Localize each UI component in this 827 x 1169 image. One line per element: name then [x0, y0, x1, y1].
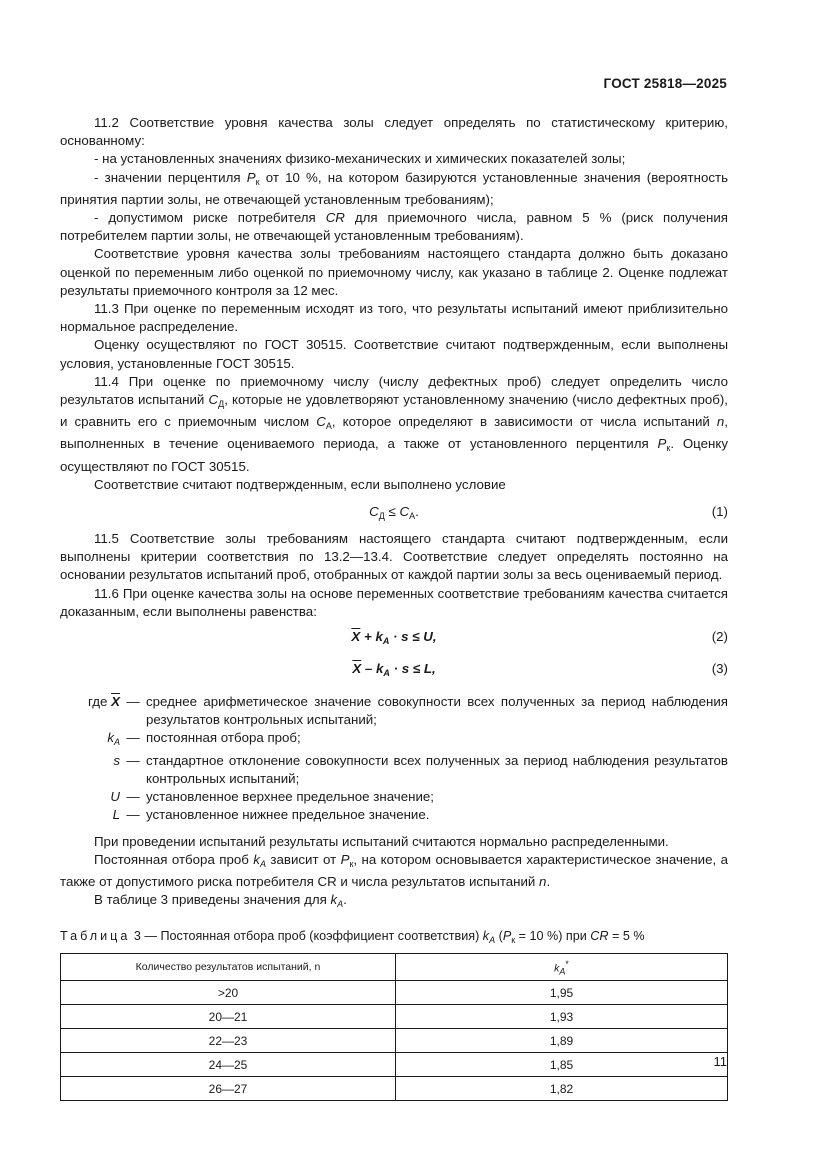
formula-3 — [60, 653, 728, 685]
table-row: >20 1,95 — [61, 981, 728, 1005]
formula-1 — [60, 494, 728, 530]
paragraph-normal-distribution: При проведении испытаний результаты испытаний считаются нормально распределенными. — [94, 833, 669, 849]
definition-symbol: L — [112, 807, 120, 823]
definition-text: среднее арифметическое значение совокупности всех полученных за период наблюдения результатов контрольных испытаний; — [146, 694, 728, 728]
column-header-ka: $k_A^*$ — [396, 954, 728, 981]
paragraph-11-6: 11.6 При оценке качества золы на основе переменных соответствие требованиям качества считается доказанным, если выполнены равенства: — [60, 585, 728, 619]
table-3-caption: Таблица 3 — Постоянная отбора проб (коэффициент соответствия) $k_A$ ($P_к = 10$ %) при CR = 5 % — [60, 929, 645, 946]
definition-symbol: s — [113, 752, 120, 768]
formula-2 — [60, 621, 728, 653]
paragraph-sampling-constant: Постоянная отбора проб $k_A$ зависит от $P_к$, на котором основывается характеристическое значение, а также от допустимого риска потребителя CR и числа результатов испытаний n. — [60, 851, 728, 889]
bullet-item-2: - значении перцентиля $P_к$ от 10 %, на котором базируются установленные значения (вероятность принятия партии золы, не отвечающей установленным требованиям); — [60, 169, 729, 207]
formula-2-number: (2) — [711, 629, 728, 645]
definition-row: L — установленное нижнее предельное значение. — [60, 806, 728, 824]
formula-3-number: (3) — [711, 661, 728, 677]
paragraph-11-5: 11.5 Соответствие золы требованиям настоящего стандарта считают подтвержденным, если выполнены критерии соответствия по 13.2—13.4. Соответствие следует определять постоянно на основании результатов испытаний проб, отобранных от каждой партии золы за весь оцениваемый период. — [60, 531, 728, 583]
paragraph-11-4-condition: Соответствие считают подтвержденным, если выполнено условие — [94, 476, 506, 492]
definition-row: U — установленное верхнее предельное значение; — [60, 788, 728, 806]
bullet-item-1: - на установленных значениях физико-механических и химических показателей золы; — [94, 151, 626, 167]
paragraph-11-2-conformity: Соответствие уровня качества золы требованиям настоящего стандарта должно быть доказано оценкой по переменным либо оценкой по приемочному числу, как указано в таблице 2. Оценке подлежат результаты приемочного контроля за 12 мес. — [60, 246, 728, 298]
formula-1-number: (1) — [711, 504, 728, 520]
symbol-definitions — [60, 693, 728, 824]
definition-symbol: где $\overline{X}$ — [88, 694, 120, 710]
table-row: 26—27 1,82 — [61, 1077, 728, 1101]
definition-text: стандартное отклонение совокупности всех полученных за период наблюдения результатов контрольных испытаний; — [146, 752, 728, 786]
definition-text: установленное верхнее предельное значение; — [146, 789, 434, 805]
paragraph-11-4: 11.4 При оценке по приемочному числу (числу дефектных проб) следует определить число результатов испытаний $C_Д$, которые не удовлетворяют установленному значению (число дефектных проб), и сравнить его с приемочным числом $C_A$, которое определяют в зависимости от числа испытаний n, выполненных в течение оцениваемого периода, а также от установленного перцентиля $P_к$. Оценку осуществляют по ГОСТ 30515. — [60, 373, 728, 474]
table-row: 24—25 1,85 — [61, 1053, 728, 1077]
paragraph-11-3-assessment: Оценку осуществляют по ГОСТ 30515. Соответствие считают подтвержденным, если выполнены условия, установленные ГОСТ 30515. — [60, 337, 728, 371]
document-body — [60, 114, 728, 1101]
table-row: 20—21 1,93 — [61, 1005, 728, 1029]
table-header-row — [61, 954, 728, 981]
paragraph-table-reference: В таблице 3 приведены значения для $k_A$. — [94, 892, 347, 910]
table-3 — [60, 953, 728, 1101]
formula-1-expression: $C_Д \le C_A$. — [369, 504, 419, 522]
column-header-n: Количество результатов испытаний, n — [61, 954, 396, 981]
definition-row: $k_A$ — постоянная отбора проб; — [60, 729, 728, 751]
formula-2-expression: $\overline{X} + k_A \cdot s \le U$, — [351, 629, 437, 647]
definition-symbol: $k_A$ — [107, 730, 120, 748]
definition-symbol: U — [110, 789, 120, 805]
document-code-header: ГОСТ 25818—2025 — [603, 76, 727, 91]
page-number: 11 — [713, 1054, 727, 1069]
definition-text: установленное нижнее предельное значение. — [146, 807, 430, 823]
table-row: 22—23 1,89 — [61, 1029, 728, 1053]
definition-text: постоянная отбора проб; — [146, 730, 301, 746]
bullet-item-3: - допустимом риске потребителя CR для приемочного числа, равном 5 % (риск получения потребителем партии золы, не отвечающей установленным требованиям). — [60, 210, 729, 244]
paragraph-11-3: 11.3 При оценке по переменным исходят из того, что результаты испытаний имеют приблизительно нормальное распределение. — [60, 301, 728, 335]
formula-3-expression: $\overline{X} - k_A \cdot s \le L$, — [352, 661, 436, 679]
paragraph-11-2: 11.2 Соответствие уровня качества золы следует определять по статистическому критерию, основанному: — [60, 115, 728, 149]
definition-row: s — стандартное отклонение совокупности всех полученных за период наблюдения результатов контрольных испытаний; — [60, 752, 728, 788]
definition-row: где $\overline{X}$ — среднее арифметическое значение совокупности всех полученных за период наблюдения результатов контрольных испытаний; — [60, 693, 728, 729]
